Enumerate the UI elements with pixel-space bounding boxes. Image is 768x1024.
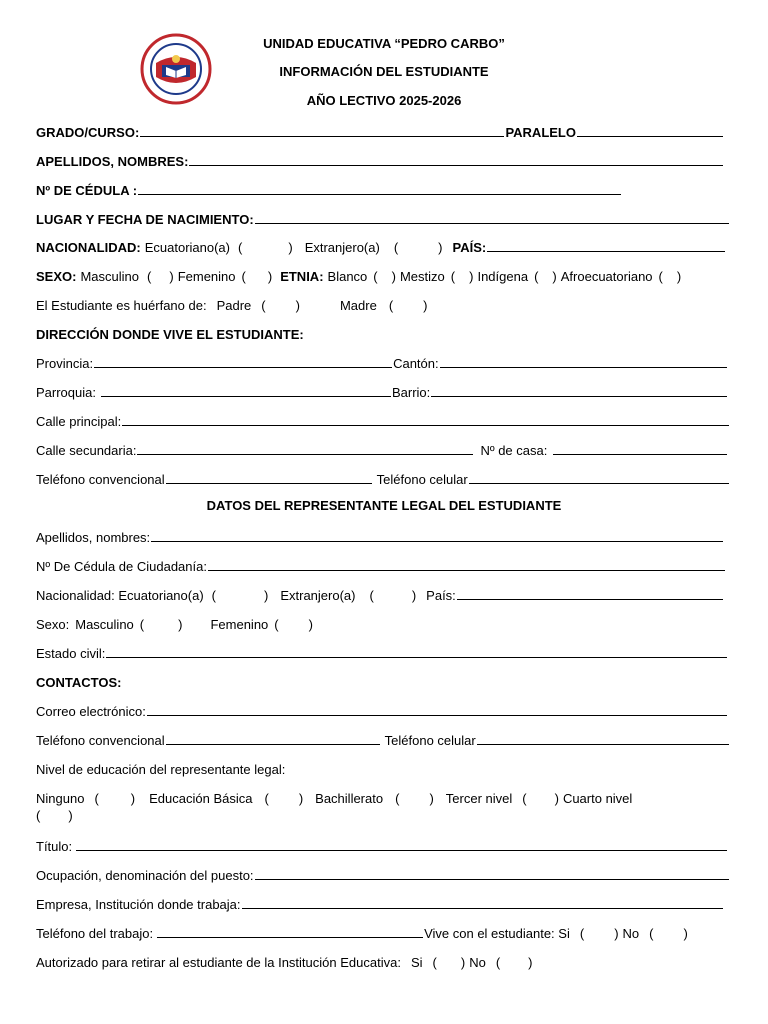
country-field[interactable] bbox=[487, 251, 725, 252]
house-number-label: Nº de casa: bbox=[480, 443, 548, 458]
foreign-checkbox[interactable]: ( ) bbox=[393, 240, 443, 255]
male-checkbox[interactable]: ( ) bbox=[147, 269, 174, 284]
main-street-row bbox=[36, 411, 730, 429]
rep-sex-row bbox=[36, 614, 730, 632]
phones-row bbox=[36, 469, 730, 487]
rep-landline-field[interactable] bbox=[166, 744, 380, 745]
side-street-field[interactable] bbox=[137, 454, 473, 455]
landline-field[interactable] bbox=[166, 483, 372, 484]
rep-names-row bbox=[36, 527, 724, 545]
nationality-label: NACIONALIDAD: bbox=[36, 240, 141, 255]
education-level-row bbox=[36, 788, 730, 806]
foreign-option: Extranjero(a) bbox=[304, 240, 380, 255]
work-phone-row bbox=[36, 923, 730, 941]
form-title: INFORMACIÓN DEL ESTUDIANTE bbox=[279, 64, 489, 79]
main-street-label: Calle principal: bbox=[36, 414, 122, 429]
student-names-field[interactable] bbox=[189, 165, 723, 166]
main-street-field[interactable] bbox=[122, 425, 729, 426]
province-field[interactable] bbox=[94, 367, 392, 368]
basic-education-option: Educación Básica bbox=[149, 791, 253, 806]
female-option: Femenino bbox=[177, 269, 236, 284]
employer-row bbox=[36, 894, 724, 912]
rep-mobile-label: Teléfono celular bbox=[384, 733, 476, 748]
rep-ecuadorian-checkbox[interactable]: ( ) bbox=[211, 588, 269, 603]
rep-nationality-label: Nacionalidad: Ecuatoriano(a) bbox=[36, 588, 204, 603]
fourth-level-option: Cuarto nivel bbox=[562, 791, 633, 806]
lives-with-no-option: No bbox=[622, 926, 640, 941]
father-checkbox[interactable]: ( ) bbox=[261, 298, 300, 313]
lives-with-no-checkbox[interactable]: ( ) bbox=[649, 926, 688, 941]
rep-id-label: Nº De Cédula de Ciudadanía: bbox=[36, 559, 207, 574]
mestizo-checkbox[interactable]: ( ) bbox=[450, 269, 474, 284]
sex-ethnicity-row bbox=[36, 266, 730, 284]
email-field[interactable] bbox=[147, 715, 727, 716]
indigenous-checkbox[interactable]: ( ) bbox=[534, 269, 557, 284]
student-id-row bbox=[36, 180, 622, 198]
province-row bbox=[36, 353, 728, 371]
work-phone-label: Teléfono del trabajo: bbox=[36, 926, 154, 941]
rep-foreign-option: Extranjero(a) bbox=[280, 588, 356, 603]
grade-field[interactable] bbox=[140, 136, 504, 137]
birth-label: LUGAR Y FECHA DE NACIMIENTO: bbox=[36, 212, 254, 227]
authorized-no-checkbox[interactable]: ( ) bbox=[495, 955, 533, 970]
student-names-row bbox=[36, 151, 724, 169]
authorized-row bbox=[36, 952, 730, 970]
afro-option: Afroecuatoriano bbox=[560, 269, 653, 284]
occupation-label: Ocupación, denominación del puesto: bbox=[36, 868, 254, 883]
country-label: PAÍS: bbox=[452, 240, 487, 255]
lives-with-yes-checkbox[interactable]: ( ) bbox=[579, 926, 619, 941]
father-option: Padre bbox=[216, 298, 252, 313]
address-section-title: DIRECCIÓN DONDE VIVE EL ESTUDIANTE: bbox=[36, 327, 304, 342]
marital-status-field[interactable] bbox=[106, 657, 727, 658]
mobile-field[interactable] bbox=[469, 483, 729, 484]
rep-mobile-field[interactable] bbox=[477, 744, 729, 745]
parish-label: Parroquia: bbox=[36, 385, 96, 400]
neighborhood-label: Barrio: bbox=[391, 385, 431, 400]
marital-status-row bbox=[36, 643, 728, 661]
student-id-label: Nº DE CÉDULA : bbox=[36, 183, 138, 198]
ecuadorian-checkbox[interactable]: ( ) bbox=[238, 240, 293, 255]
canton-label: Cantón: bbox=[393, 356, 439, 371]
province-label: Provincia: bbox=[36, 356, 94, 371]
rep-sex-label: Sexo: bbox=[36, 617, 70, 632]
rep-phones-row bbox=[36, 730, 730, 748]
side-street-label: Calle secundaria: bbox=[36, 443, 137, 458]
title-label: Título: bbox=[36, 839, 73, 854]
rep-female-checkbox[interactable]: ( ) bbox=[274, 617, 313, 632]
high-school-option: Bachillerato bbox=[315, 791, 384, 806]
white-checkbox[interactable]: ( ) bbox=[373, 269, 396, 284]
mother-option: Madre bbox=[339, 298, 377, 313]
authorized-yes-checkbox[interactable]: ( ) bbox=[432, 955, 466, 970]
orphan-label: El Estudiante es huérfano de: bbox=[36, 298, 207, 313]
school-year: AÑO LECTIVO 2025-2026 bbox=[306, 93, 462, 108]
contacts-section-title: CONTACTOS: bbox=[36, 675, 122, 690]
male-option: Masculino bbox=[80, 269, 139, 284]
occupation-field[interactable] bbox=[255, 879, 729, 880]
parish-field[interactable] bbox=[101, 396, 391, 397]
sex-label: SEXO: bbox=[36, 269, 77, 284]
third-level-checkbox[interactable]: ( ) bbox=[522, 791, 559, 806]
ethnicity-label: ETNIA: bbox=[280, 269, 324, 284]
ecuadorian-option: Ecuatoriano(a) bbox=[144, 240, 230, 255]
grade-row bbox=[36, 122, 724, 140]
grade-label: GRADO/CURSO: bbox=[36, 125, 140, 140]
none-checkbox[interactable]: ( ) bbox=[94, 791, 136, 806]
rep-female-option: Femenino bbox=[210, 617, 269, 632]
student-id-field[interactable] bbox=[138, 194, 621, 195]
afro-checkbox[interactable]: ( ) bbox=[658, 269, 682, 284]
occupation-row bbox=[36, 865, 730, 883]
neighborhood-field[interactable] bbox=[431, 396, 727, 397]
title-field[interactable] bbox=[76, 850, 727, 851]
employer-field[interactable] bbox=[242, 908, 723, 909]
mestizo-option: Mestizo bbox=[399, 269, 445, 284]
rep-country-field[interactable] bbox=[457, 599, 723, 600]
rep-id-field[interactable] bbox=[208, 570, 725, 571]
canton-field[interactable] bbox=[440, 367, 727, 368]
representative-section-title: DATOS DEL REPRESENTANTE LEGAL DEL ESTUDIANTE bbox=[206, 498, 562, 513]
parish-row bbox=[36, 382, 728, 400]
white-option: Blanco bbox=[327, 269, 368, 284]
orphan-row bbox=[36, 295, 730, 313]
marital-status-label: Estado civil: bbox=[36, 646, 106, 661]
fourth-level-checkbox[interactable]: ( ) bbox=[36, 808, 73, 823]
high-school-checkbox[interactable]: ( ) bbox=[395, 791, 434, 806]
authorized-label: Autorizado para retirar al estudiante de la Institución Educativa: bbox=[36, 955, 401, 970]
rep-names-field[interactable] bbox=[151, 541, 723, 542]
rep-nationality-row bbox=[36, 585, 724, 603]
authorized-no-option: No bbox=[469, 955, 486, 970]
email-row bbox=[36, 701, 728, 719]
rep-id-row bbox=[36, 556, 726, 574]
rep-foreign-checkbox[interactable]: ( ) bbox=[369, 588, 417, 603]
rep-male-option: Masculino bbox=[75, 617, 134, 632]
lives-with-label: Vive con el estudiante: Si bbox=[424, 926, 570, 941]
employer-label: Empresa, Institución donde trabaja: bbox=[36, 897, 241, 912]
house-number-field[interactable] bbox=[553, 454, 727, 455]
student-names-label: APELLIDOS, NOMBRES: bbox=[36, 154, 189, 169]
work-phone-field[interactable] bbox=[157, 937, 423, 938]
parallel-field[interactable] bbox=[577, 136, 723, 137]
rep-landline-label: Teléfono convencional bbox=[36, 733, 165, 748]
indigenous-option: Indígena bbox=[477, 269, 529, 284]
landline-label: Teléfono convencional bbox=[36, 472, 165, 487]
rep-male-checkbox[interactable]: ( ) bbox=[139, 617, 183, 632]
authorized-yes-option: Si bbox=[410, 955, 423, 970]
side-street-row bbox=[36, 440, 728, 458]
birth-field[interactable] bbox=[255, 223, 729, 224]
email-label: Correo electrónico: bbox=[36, 704, 146, 719]
rep-country-label: País: bbox=[426, 588, 456, 603]
basic-education-checkbox[interactable]: ( ) bbox=[264, 791, 304, 806]
mother-checkbox[interactable]: ( ) bbox=[388, 298, 428, 313]
parallel-label: PARALELO bbox=[505, 125, 576, 140]
female-checkbox[interactable]: ( ) bbox=[241, 269, 273, 284]
birth-row bbox=[36, 209, 730, 227]
school-name: UNIDAD EDUCATIVA “PEDRO CARBO” bbox=[263, 36, 505, 51]
nationality-row bbox=[36, 237, 726, 255]
title-row bbox=[36, 836, 728, 854]
third-level-option: Tercer nivel bbox=[445, 791, 513, 806]
none-option: Ninguno bbox=[36, 791, 85, 806]
education-level-label: Nivel de educación del representante legal: bbox=[36, 762, 286, 777]
rep-names-label: Apellidos, nombres: bbox=[36, 530, 151, 545]
mobile-label: Teléfono celular bbox=[376, 472, 468, 487]
